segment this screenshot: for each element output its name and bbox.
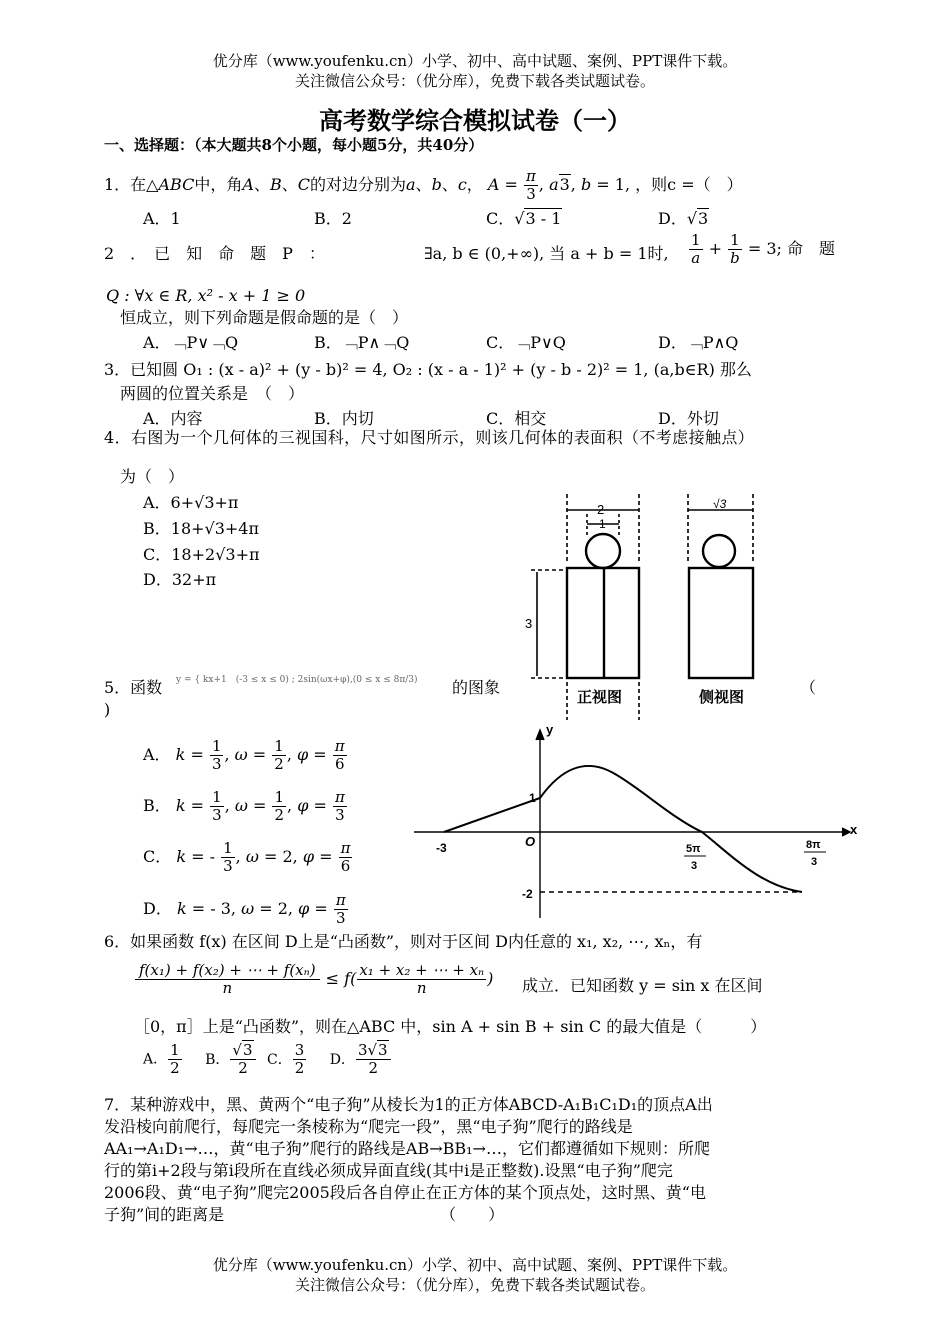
page-title: 高考数学综合模拟试卷（一） [319,106,631,135]
q7-body [104,1094,713,1226]
q3-stem: 3．已知圆 O₁ : (x - a)² + (y - b)² = 4, O₂ : (x - a - 1)² + (y - b - 2)² = 1, (a,b∈R) 那么 [104,360,752,379]
q1-option-a: A．1 [143,209,181,228]
q7-line-5: 2006段、黄“电子狗”爬完2005段后各自停止在正方体的某个顶点处，这时黑、黄“电 [104,1183,706,1202]
q6-ineq-tail: 成立．已知函数 y = sin x 在区间 [522,976,763,995]
side-view-label: 侧视图 [699,689,745,706]
question-1: 1．在△ABC中，角A、B、C的对边分别为a、b、c， A = $\frac{\pi}{3}$ , a3, b = 1, ，则c =（ ） [104,167,743,203]
header-line-2: 关注微信公众号：（优分库），免费下载各类试题试卷。 [294,72,655,90]
q6-stem: 6．如果函数 f(x) 在区间 D上是“凸函数”，则对于区间 D内任意的 x₁, x₂, ⋯, xₙ，有 [104,932,703,951]
q2-stem-b: ∃a, b ∈ (0,+∞), 当 a + b = 1时, [424,244,669,263]
dim-inner-label: 1 [599,517,606,531]
x-tick-5pi-den: 3 [691,860,698,872]
three-view-figure [515,488,795,720]
q7-line-4: 行的第i+2段与第i段所在直线必须成异面直线(其中i是正整数).设黑“电子狗”爬完 [104,1161,673,1180]
q5-stem-a: 5．函数 [104,678,163,697]
q4-stem: 4．右图为一个几何体的三视国科，尺寸如图所示，则该几何体的表面积（不考虑接触点） [104,428,755,447]
x-tick-8pi: 8π [806,839,821,851]
q7-line-1: 7．某种游戏中，黑、黄两个“电子狗”从棱长为1的正方体ABCD-A₁B₁C₁D₁的顶点A出 [104,1095,713,1114]
q6-options: A． $\frac{1}{2}$ B． $\frac{√3}{2}$ C． $\frac{3}{2}$ D． $\frac{3√3}{2}$ [143,1042,392,1077]
q2-option-d: D．﹁P∧Q [658,333,739,352]
q1-stem-a: 1．在△ [104,175,159,194]
dim-side-label: √3 [713,497,727,511]
q6-line-3: ［0，π］上是“凸函数”，则在△ABC 中，sin A + sin B + sin C 的最大值是（ ） [134,1017,767,1036]
q1-stem-d: ，则c =（ ） [635,175,743,194]
q2-stem-a: 2 ． 已 知 命 题 P ： [104,244,325,263]
q1-stem-c: 的对边分别为 [309,175,406,194]
q4-option-b: B．18+√3+4π [143,519,260,538]
q3-option-c: C．相交 [486,409,547,428]
y-axis-label: y [546,722,554,737]
q5-option-b: B． k = $\frac{1}{3}$ , ω = $\frac{1}{2}$ , φ = $\frac{\pi}{3}$ [143,788,345,824]
q2-line-2: Q : ∀x ∈ R, x² - x + 1 ≥ 0 [106,286,306,305]
q1-option-d: D．√3 [658,209,709,228]
y-tick-neg2: -2 [522,887,533,901]
q7-line-3: AA₁→A₁D₁→…，黄“电子狗”爬行的路线是AB→BB₁→…，它们都遵循如下规则：所爬 [104,1139,710,1158]
q5-option-a: A． k = $\frac{1}{3}$ , ω = $\frac{1}{2}$ , φ = $\frac{\pi}{6}$ [143,737,345,773]
q5-paren: （ [800,678,817,697]
q2-option-b: B．﹁P∧﹁Q [314,333,410,352]
q1-stem-b: 中，角 [194,175,243,194]
origin-label: O [525,834,536,849]
q7-line-6: 子狗”间的距离是 （ ） [104,1205,505,1224]
q7-line-2: 发沿棱向前爬行，每爬完一条棱称为“爬完一段”，黑“电子狗”爬行的路线是 [104,1117,633,1136]
q3-option-a: A．内容 [143,409,203,428]
y-tick-1: 1 [529,791,536,805]
dim-width-label: 2 [597,502,605,517]
q2-line-3: 恒成立，则下列命题是假命题的是（ ） [120,308,409,327]
x-tick-5pi: 5π [686,843,701,855]
q5-paren-close: ) [104,700,111,719]
footer-line-1: 优分库（www.youfenku.cn）小学、初中、高中试题、案例、PPT课件下载。 [212,1256,738,1274]
q5-piecewise: y = { kx+1 (-3 ≤ x ≤ 0) ; 2sin(ωx+φ),(0 ≤ x ≤ 8π/3) [176,675,418,685]
q5-stem-b: 的图象 [452,678,501,697]
q4-option-a: A．6+√3+π [143,493,239,512]
q2-fractions: $\frac{1}{a}$ + $\frac{1}{b}$ = 3; 命 题 [691,231,835,267]
q6-jensen-inequality: $\frac{\text{f(x₁) + f(x₂) + ⋯ + f(xₙ)}}{n}$ ≤ f( $\frac{\text{x₁ + x₂ + ⋯ + xₙ}}{n}$ ) [134,962,493,997]
function-graph [410,718,860,922]
footer-line-2: 关注微信公众号：（优分库），免费下载各类试题试卷。 [294,1276,655,1294]
q5-option-c: C． k = - $\frac{1}{3}$ , ω = 2, φ = $\frac{\pi}{6}$ [143,839,351,875]
q4-line-2: 为（ ） [120,467,185,486]
q5-option-d: D． k = - 3, ω = 2, φ = $\frac{\pi}{3}$ [143,891,346,927]
q4-option-c: C．18+2√3+π [143,545,260,564]
section-heading: 一、选择题：（本大题共8个小题，每小题5分，共40分） [104,136,484,154]
x-axis-label: x [850,822,858,837]
front-view-label: 正视图 [577,689,623,706]
x-tick-8pi-den: 3 [811,856,818,868]
q2-option-a: A．﹁P∨﹁Q [143,333,239,352]
dim-height-label: 3 [525,616,533,631]
q3-line-2: 两圆的位置关系是 （ ） [120,384,305,403]
header-line-1: 优分库（www.youfenku.cn）小学、初中、高中试题、案例、PPT课件下载。 [212,52,738,70]
q1-option-b: B．2 [314,209,352,228]
q1-option-c: C．√3 - 1 [486,209,562,228]
q4-option-d: D．32+π [143,570,217,589]
x-tick-neg3: -3 [436,841,447,855]
q3-option-d: D．外切 [658,409,719,428]
q3-option-b: B．内切 [314,409,374,428]
q2-option-c: C．﹁P∨Q [486,333,566,352]
